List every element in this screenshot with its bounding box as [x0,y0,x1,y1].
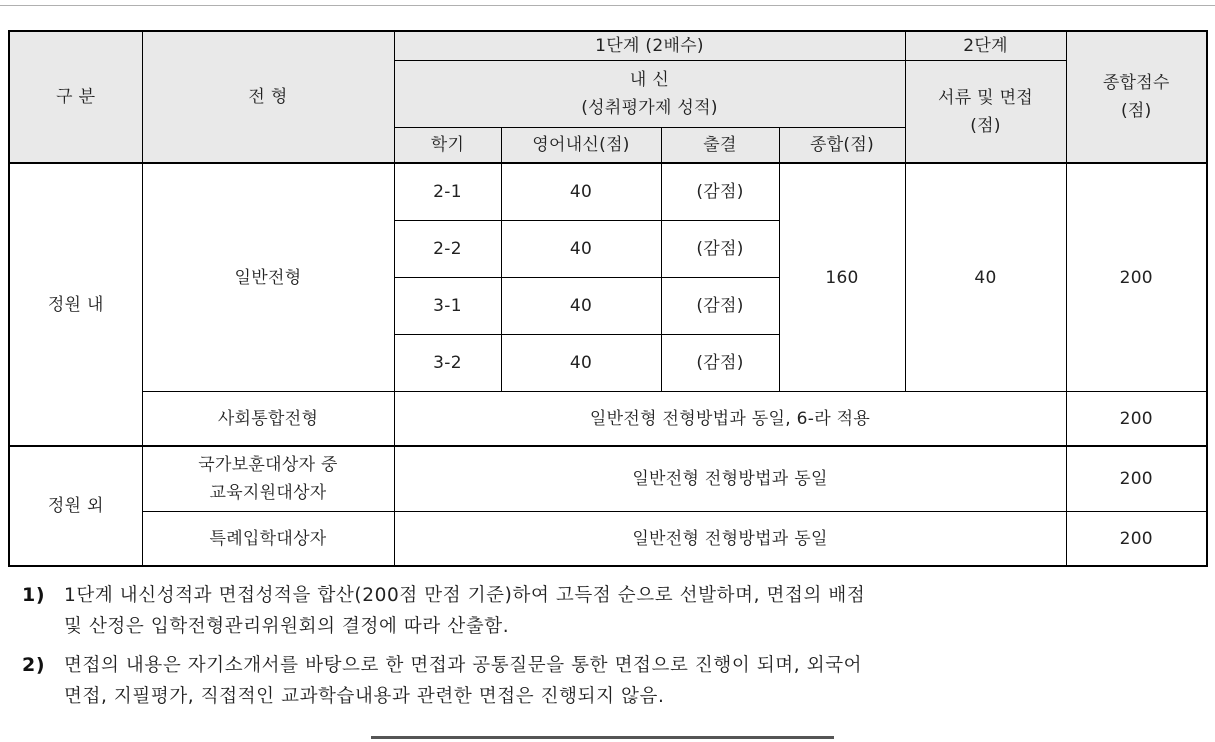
social-total-cell: 200 [1066,392,1207,447]
footnote-line: 1단계 내신성적과 면접성적을 합산(200점 만점 기준)하여 고득점 순으로 선발하며, 면접의 배점 [64,585,866,606]
header-admission-type: 전 형 [142,31,394,163]
english-cell: 40 [501,163,661,221]
general-total-cell: 200 [1066,163,1207,392]
footnote-line: 면접, 지필평가, 직접적인 교과학습내용과 관련한 면접은 진행되지 않음. [64,686,665,707]
header-sum: 종합(점) [779,128,905,164]
english-cell: 40 [501,278,661,335]
header-internal-line1: 내 신 [629,70,670,90]
english-cell: 40 [501,335,661,392]
header-document-interview [905,61,1066,164]
table-row [9,446,1207,512]
veterans-admission-label [142,446,394,512]
header-document-interview-label: 서류 및 면접 [938,87,1034,108]
quota-out-label: 정원 외 [9,446,142,566]
veterans-label-line2: 교육지원대상자 [209,483,327,503]
social-method-cell: 일반전형 전형방법과 동일, 6-라 적용 [394,392,1066,447]
quota-in-label: 정원 내 [9,163,142,446]
special-admission-label: 특례입학대상자 [142,512,394,567]
footnote-number: 2) [22,654,46,676]
footnote-line: 및 산정은 입학전형관리위원회의 결정에 따라 산출함. [64,616,510,637]
semester-cell: 2-1 [394,163,501,221]
table-row [9,392,1207,447]
social-admission-label: 사회통합전형 [142,392,394,447]
special-method-cell: 일반전형 전형방법과 동일 [394,512,1066,567]
general-admission-label: 일반전형 [142,163,394,392]
attendance-cell: (감점) [661,278,779,335]
attendance-cell: (감점) [661,221,779,278]
header-total-line2: (점) [1120,101,1152,121]
table-row [9,163,1207,221]
footnote-1 [22,580,1197,642]
footnotes [22,580,1197,720]
header-english: 영어내신(점) [501,128,661,164]
veterans-method-cell: 일반전형 전형방법과 동일 [394,446,1066,512]
general-interview-cell: 40 [905,163,1066,392]
veterans-total-cell: 200 [1066,446,1207,512]
admission-score-table [8,30,1208,567]
english-cell: 40 [501,221,661,278]
bottom-divider [371,736,834,739]
header-total [1066,31,1207,163]
footnote-number: 1) [22,584,46,606]
header-stage2: 2단계 [905,31,1066,61]
veterans-label-line1: 국가보훈대상자 중 [198,455,338,475]
top-rule [0,0,1215,6]
header-semester: 학기 [394,128,501,164]
table-row [9,512,1207,567]
header-internal-line2: (성취평가제 성적) [581,98,718,118]
general-sum-cell: 160 [779,163,905,392]
semester-cell: 2-2 [394,221,501,278]
footnote-2 [22,650,1197,712]
header-total-line1: 종합점수 [1102,73,1170,93]
attendance-cell: (감점) [661,163,779,221]
header-category: 구 분 [9,31,142,163]
header-stage1: 1단계 (2배수) [394,31,905,61]
header-attendance: 출결 [661,128,779,164]
special-total-cell: 200 [1066,512,1207,567]
attendance-cell: (감점) [661,335,779,392]
footnote-line: 면접의 내용은 자기소개서를 바탕으로 한 면접과 공통질문을 통한 면접으로 진행이 되며, 외국어 [64,655,863,676]
header-row-1 [9,31,1207,61]
semester-cell: 3-2 [394,335,501,392]
header-internal-grade [394,61,905,128]
semester-cell: 3-1 [394,278,501,335]
header-document-interview-unit: (점) [970,115,1001,136]
